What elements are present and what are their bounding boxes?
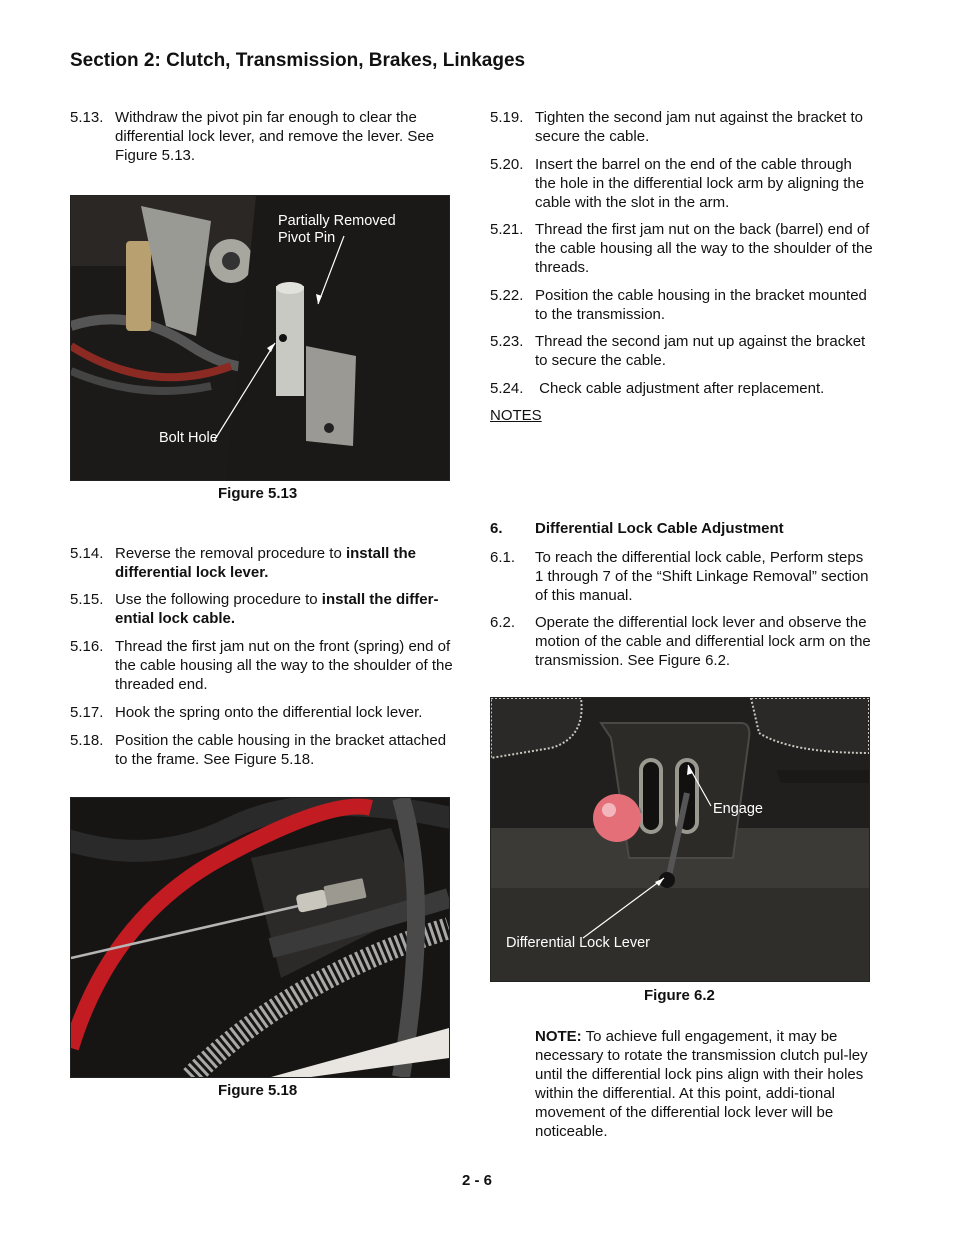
label-differential-lock-lever: Differential Lock Lever	[506, 935, 651, 951]
section-title: Section 2: Clutch, Transmission, Brakes, Linkages	[70, 50, 526, 71]
step-number: 6.2.	[490, 614, 516, 631]
section-heading-text: Differential Lock Cable Adjustment	[535, 520, 784, 537]
figure-6-2-caption: Figure 6.2	[644, 987, 715, 1004]
step-text: Use the following procedure to	[115, 591, 322, 608]
figure-5-13-caption: Figure 5.13	[218, 485, 298, 502]
step-5-22	[490, 286, 875, 324]
step-5-14	[70, 544, 455, 582]
step-text: Withdraw the pivot pin far enough to clear the differential lock lever, and remove the lever. See Figure 5.13.	[115, 109, 435, 164]
step-5-20	[490, 155, 875, 212]
label-bolt-hole: Bolt Hole	[159, 430, 218, 446]
figure-5-18-photo	[70, 797, 450, 1078]
step-6-1	[490, 548, 875, 605]
step-number: 5.18.	[70, 732, 104, 749]
step-text: Reverse the removal procedure to	[115, 545, 346, 562]
step-text: Thread the second jam nut up against the bracket to secure the cable.	[535, 333, 866, 369]
step-text: Position the cable housing in the bracket mounted to the transmission.	[535, 287, 867, 323]
step-text: Hook the spring onto the differential lock lever.	[115, 704, 423, 721]
figure-5-18-caption: Figure 5.18	[218, 1082, 298, 1099]
step-number: 5.22.	[490, 287, 524, 304]
step-number: 5.16.	[70, 638, 104, 655]
step-5-21	[490, 220, 875, 277]
figure-5-13-photo	[70, 195, 450, 481]
label-partially-removed-pivot-pin: Partially Removed Pivot Pin	[278, 213, 396, 246]
step-text: Position the cable housing in the bracket attached to the frame. See Figure 5.18.	[115, 732, 447, 768]
note-text: To achieve full engagement, it may be necessary to rotate the transmission clutch pul-ley until the differential lock pins align with their holes within the differential. At this point, addi-tional movement of the differential lock lever will be noticeable.	[535, 1028, 868, 1140]
step-number: 5.21.	[490, 221, 524, 238]
step-5-18	[70, 731, 455, 769]
step-number: 5.19.	[490, 109, 524, 126]
step-5-23	[490, 332, 875, 370]
step-6-2	[490, 613, 875, 670]
step-number: 5.20.	[490, 156, 524, 173]
step-text: Tighten the second jam nut against the bracket to secure the cable.	[535, 109, 863, 145]
figure-6-2-photo	[490, 697, 870, 982]
step-text-emphasis: install the differential lock lever.	[115, 545, 416, 581]
step-text: Check cable adjustment after replacement.	[535, 380, 825, 397]
step-5-19	[490, 108, 875, 146]
step-number: 5.17.	[70, 704, 104, 721]
step-number: 5.24.	[490, 380, 524, 397]
step-text: Thread the first jam nut on the back (barrel) end of the cable housing all the way to the shoulder of the threads.	[535, 221, 873, 276]
step-5-16	[70, 637, 455, 694]
step-text: Insert the barrel on the end of the cable through the hole in the differential lock arm by aligning the cable with the slot in the arm.	[535, 156, 865, 211]
step-5-13	[70, 108, 455, 165]
step-number: 5.23.	[490, 333, 524, 350]
notes-heading: NOTES	[490, 407, 542, 424]
note-paragraph	[535, 1027, 870, 1141]
section-6-heading	[490, 520, 784, 537]
label-engage: Engage	[713, 801, 763, 817]
step-5-24	[490, 379, 875, 398]
page-number: 2 - 6	[461, 1172, 492, 1189]
step-text: Thread the first jam nut on the front (spring) end of the cable housing all the way to the shoulder of the threaded end.	[115, 638, 453, 693]
step-number: 6.1.	[490, 549, 516, 566]
section-number: 6.	[490, 520, 503, 537]
step-text-emphasis: install the differ-ential lock cable.	[115, 591, 439, 627]
step-number: 5.15.	[70, 591, 104, 608]
step-number: 5.13.	[70, 109, 104, 126]
note-label: NOTE:	[535, 1028, 582, 1045]
step-5-17	[70, 703, 455, 722]
step-text: Operate the differential lock lever and observe the motion of the cable and differential lock arm on the transmission. See Figure 6.2.	[535, 614, 871, 669]
step-text: To reach the differential lock cable, Perform steps 1 through 7 of the “Shift Linkage Removal” section of this manual.	[535, 549, 869, 604]
step-5-15	[70, 590, 455, 628]
step-number: 5.14.	[70, 545, 104, 562]
